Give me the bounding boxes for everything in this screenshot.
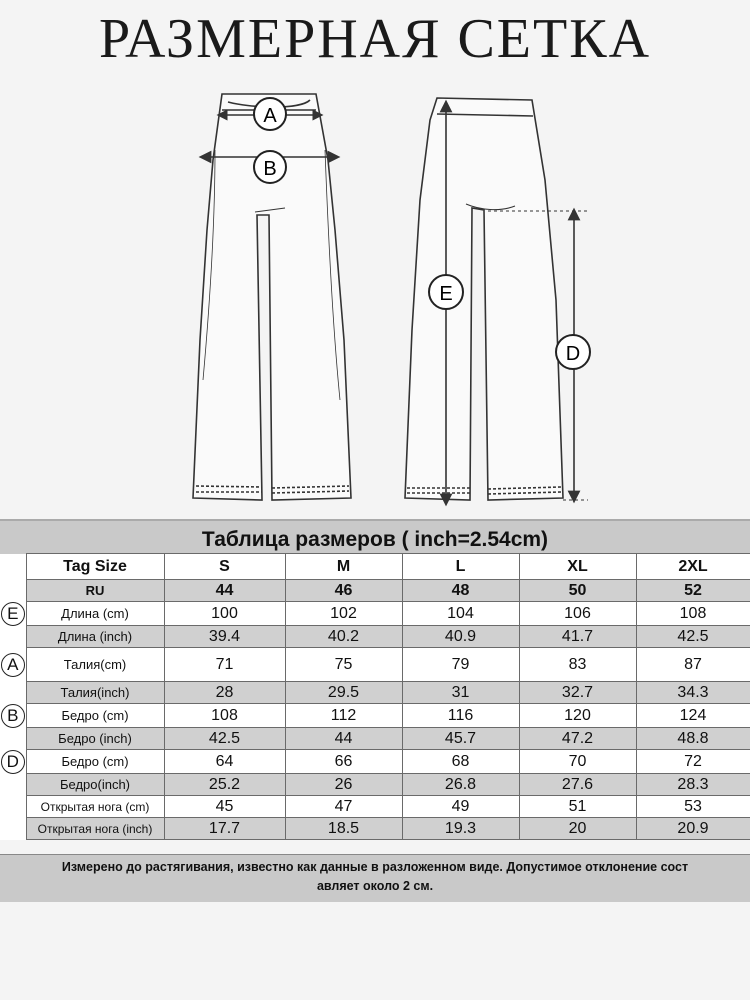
- value-cell: 32.7: [519, 682, 636, 704]
- pants-diagram: [0, 80, 750, 520]
- value-cell: 47: [285, 796, 402, 818]
- row-label: Длина (cm): [26, 602, 164, 626]
- marker-b: [254, 151, 286, 183]
- table-row: [0, 796, 750, 818]
- value-cell: 27.6: [519, 774, 636, 796]
- table-row: [0, 818, 750, 840]
- value-cell: 26.8: [402, 774, 519, 796]
- value-cell: 70: [519, 750, 636, 774]
- table-row: [0, 602, 750, 626]
- row-marker-cell: [0, 750, 26, 774]
- value-cell: 42.5: [636, 626, 750, 648]
- marker-e: [429, 275, 463, 309]
- ru-cell: 48: [402, 580, 519, 602]
- value-cell: 34.3: [636, 682, 750, 704]
- value-cell: 120: [519, 704, 636, 728]
- note-line-1: Измерено до растягивания, известно как данные в разложенном виде. Допустимое отклонение сост: [61, 860, 689, 874]
- side-view: [405, 98, 563, 500]
- marker-d: [556, 335, 590, 369]
- row-label: Бедро (inch): [26, 728, 164, 750]
- row-marker-cell: [0, 796, 26, 818]
- value-cell: 87: [636, 648, 750, 682]
- value-cell: 31: [402, 682, 519, 704]
- value-cell: 104: [402, 602, 519, 626]
- table-row-header: [0, 554, 750, 580]
- value-cell: 108: [164, 704, 285, 728]
- value-cell: 40.2: [285, 626, 402, 648]
- value-cell: 45.7: [402, 728, 519, 750]
- note-line-2: авляет около 2 см.: [316, 879, 434, 893]
- row-label: Талия(inch): [26, 682, 164, 704]
- value-cell: 66: [285, 750, 402, 774]
- ru-cell: 50: [519, 580, 636, 602]
- table-row: [0, 774, 750, 796]
- ru-cell: 46: [285, 580, 402, 602]
- svg-text:A: A: [263, 105, 277, 127]
- row-label: Бедро(inch): [26, 774, 164, 796]
- row-label: Открытая нога (cm): [26, 796, 164, 818]
- value-cell: 53: [636, 796, 750, 818]
- row-marker-cell: [0, 602, 26, 626]
- table-row: [0, 626, 750, 648]
- value-cell: 51: [519, 796, 636, 818]
- value-cell: 45: [164, 796, 285, 818]
- size-cell: L: [402, 554, 519, 580]
- value-cell: 28.3: [636, 774, 750, 796]
- value-cell: 48.8: [636, 728, 750, 750]
- row-marker-cell: [0, 682, 26, 704]
- value-cell: 39.4: [164, 626, 285, 648]
- value-cell: 116: [402, 704, 519, 728]
- value-cell: 25.2: [164, 774, 285, 796]
- value-cell: 68: [402, 750, 519, 774]
- table-row: [0, 682, 750, 704]
- table-caption: Таблица размеров ( inch=2.54cm): [0, 519, 750, 556]
- ru-label: RU: [26, 580, 164, 602]
- svg-text:E: E: [439, 283, 453, 305]
- row-marker-cell: [0, 626, 26, 648]
- value-cell: 83: [519, 648, 636, 682]
- measurement-note: [0, 854, 750, 902]
- value-cell: 44: [285, 728, 402, 750]
- page-title: РАЗМЕРНАЯ СЕТКА: [98, 8, 652, 70]
- table-row: [0, 750, 750, 774]
- ru-cell: 44: [164, 580, 285, 602]
- row-marker-cell: [0, 728, 26, 750]
- value-cell: 20.9: [636, 818, 750, 840]
- row-marker-cell: [0, 648, 26, 682]
- table-row: [0, 648, 750, 682]
- value-cell: 29.5: [285, 682, 402, 704]
- size-cell: 2XL: [636, 554, 750, 580]
- value-cell: 106: [519, 602, 636, 626]
- value-cell: 41.7: [519, 626, 636, 648]
- value-cell: 28: [164, 682, 285, 704]
- row-marker-cell: [0, 774, 26, 796]
- header-label: Tag Size: [26, 554, 164, 580]
- table-row: [0, 728, 750, 750]
- size-cell: S: [164, 554, 285, 580]
- value-cell: 112: [285, 704, 402, 728]
- value-cell: 47.2: [519, 728, 636, 750]
- value-cell: 40.9: [402, 626, 519, 648]
- value-cell: 75: [285, 648, 402, 682]
- value-cell: 79: [402, 648, 519, 682]
- value-cell: 49: [402, 796, 519, 818]
- value-cell: 102: [285, 602, 402, 626]
- value-cell: 72: [636, 750, 750, 774]
- svg-text:D: D: [565, 343, 581, 365]
- row-label: Длина (inch): [26, 626, 164, 648]
- value-cell: 108: [636, 602, 750, 626]
- table-row-ru: [0, 580, 750, 602]
- row-marker: A: [1, 653, 25, 677]
- size-cell: XL: [519, 554, 636, 580]
- value-cell: 42.5: [164, 728, 285, 750]
- value-cell: 64: [164, 750, 285, 774]
- row-label: Талия(cm): [26, 648, 164, 682]
- size-cell: M: [285, 554, 402, 580]
- row-marker: E: [1, 602, 25, 626]
- value-cell: 18.5: [285, 818, 402, 840]
- marker-a: [254, 98, 286, 130]
- row-marker: D: [1, 750, 25, 774]
- size-table: [0, 553, 750, 840]
- value-cell: 26: [285, 774, 402, 796]
- size-table-section: [0, 519, 750, 909]
- value-cell: 71: [164, 648, 285, 682]
- row-marker: B: [1, 704, 25, 728]
- value-cell: 100: [164, 602, 285, 626]
- row-marker-cell: [0, 704, 26, 728]
- value-cell: 20: [519, 818, 636, 840]
- value-cell: 19.3: [402, 818, 519, 840]
- ru-cell: 52: [636, 580, 750, 602]
- table-row: [0, 704, 750, 728]
- value-cell: 17.7: [164, 818, 285, 840]
- svg-text:B: B: [263, 158, 277, 180]
- row-label: Бедро (cm): [26, 704, 164, 728]
- row-marker-cell: [0, 818, 26, 840]
- value-cell: 124: [636, 704, 750, 728]
- row-label: Бедро (cm): [26, 750, 164, 774]
- row-label: Открытая нога (inch): [26, 818, 164, 840]
